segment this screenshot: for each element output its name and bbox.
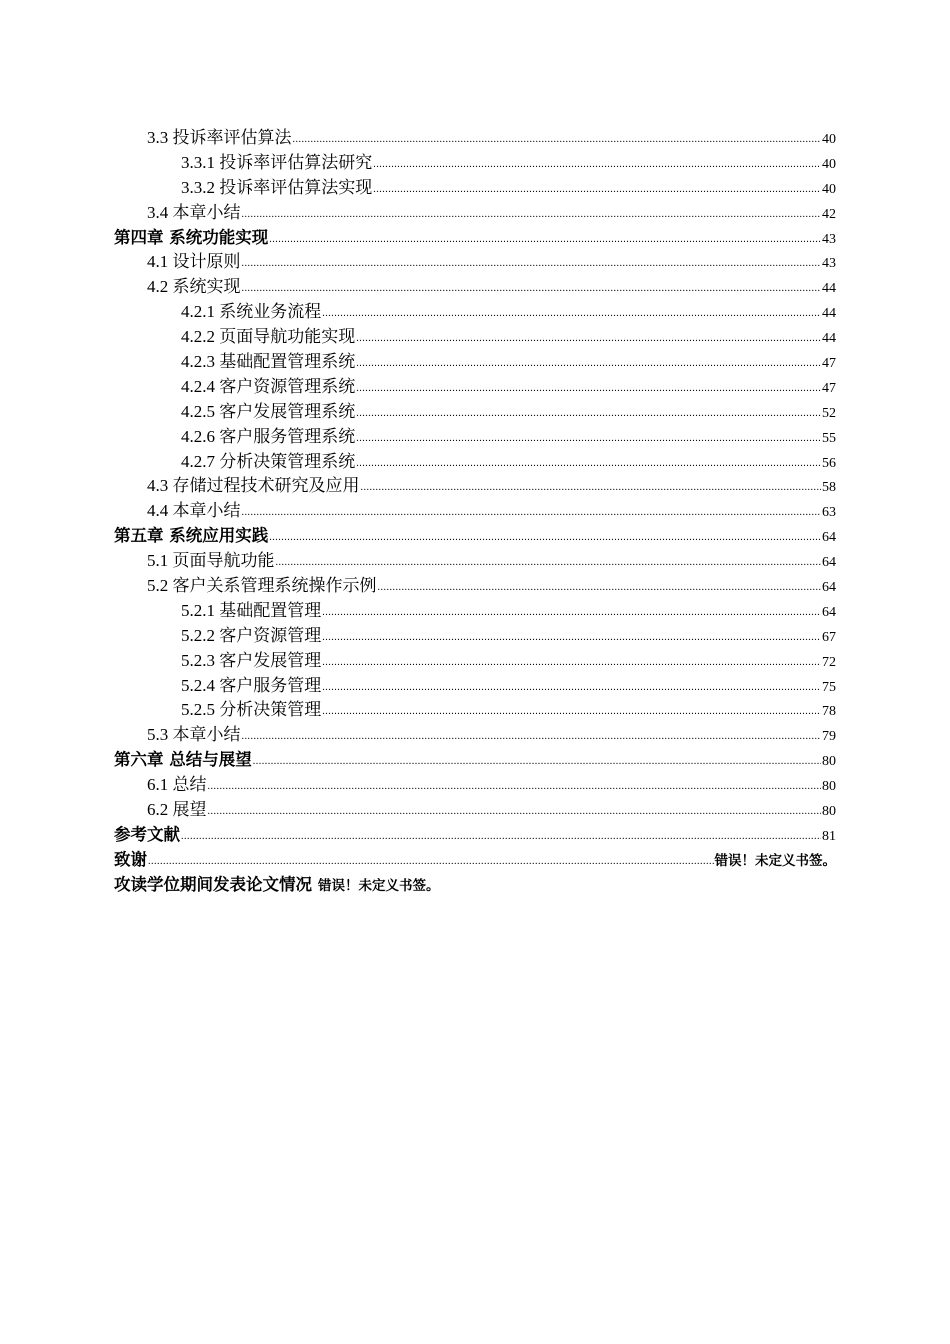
toc-entry-page-number: 80 — [822, 804, 836, 820]
dot-leader — [356, 427, 821, 452]
dot-leader — [269, 526, 821, 551]
toc-entry-page-number: 80 — [822, 754, 836, 770]
toc-entry[interactable] — [114, 599, 836, 624]
toc-entry[interactable] — [114, 151, 836, 176]
toc-entry-title: 参考文献 — [114, 824, 180, 844]
toc-entry[interactable] — [114, 524, 836, 549]
dot-leader — [322, 601, 821, 626]
toc-entry-page-number: 79 — [822, 729, 836, 745]
toc-entry-page-number: 44 — [822, 306, 836, 322]
dot-leader — [276, 551, 822, 576]
toc-entry[interactable] — [114, 325, 836, 350]
toc-entry-title: 5.3 本章小结 — [147, 725, 241, 745]
dot-leader — [208, 775, 822, 800]
toc-entry-title: 6.2 展望 — [147, 800, 207, 820]
toc-entry[interactable] — [114, 201, 836, 226]
dot-leader — [269, 228, 821, 253]
toc-entry-page-number: 67 — [822, 629, 836, 645]
dot-leader — [322, 626, 821, 651]
toc-entry-title: 5.2.5 分析决策管理 — [181, 700, 322, 720]
toc-entry[interactable] — [114, 425, 836, 450]
toc-entry[interactable] — [114, 226, 836, 251]
table-of-contents — [114, 126, 836, 898]
toc-entry[interactable] — [114, 400, 836, 425]
toc-entry-title: 3.3.1 投诉率评估算法研究 — [181, 152, 373, 172]
toc-entry-title: 5.2.1 基础配置管理 — [181, 600, 322, 620]
toc-entry-title: 4.2.5 客户发展管理系统 — [181, 401, 356, 421]
toc-entry-title: 4.2.4 客户资源管理系统 — [181, 376, 356, 396]
toc-entry[interactable] — [114, 300, 836, 325]
toc-entry-title: 攻读学位期间发表论文情况 — [114, 874, 312, 894]
toc-entry[interactable] — [114, 848, 836, 873]
dot-leader — [356, 402, 821, 427]
toc-entry[interactable] — [114, 798, 836, 823]
toc-entry-page-number: 64 — [822, 530, 836, 546]
toc-entry-page-number: 75 — [822, 679, 836, 695]
dot-leader — [148, 850, 714, 875]
dot-leader — [356, 377, 821, 402]
toc-entry-page-number: 42 — [822, 206, 836, 222]
toc-entry-title: 第四章 系统功能实现 — [114, 227, 269, 247]
dot-leader — [242, 501, 822, 526]
dot-leader — [242, 277, 822, 302]
toc-entry-page-number: 64 — [822, 604, 836, 620]
toc-entry-title: 4.2.1 系统业务流程 — [181, 302, 322, 322]
dot-leader — [361, 476, 822, 501]
dot-leader — [373, 153, 821, 178]
toc-entry-page-number: 43 — [822, 231, 836, 247]
toc-entry-page-number: 56 — [822, 455, 836, 471]
dot-leader — [242, 203, 822, 228]
toc-entry[interactable] — [114, 450, 836, 475]
toc-entry[interactable] — [114, 823, 836, 848]
toc-entry-title: 5.1 页面导航功能 — [147, 551, 275, 571]
dot-leader — [373, 178, 821, 203]
toc-entry-title: 4.4 本章小结 — [147, 501, 241, 521]
toc-entry[interactable] — [114, 873, 836, 898]
toc-entry-title: 6.1 总结 — [147, 775, 207, 795]
toc-entry[interactable] — [114, 723, 836, 748]
dot-leader — [242, 725, 822, 750]
toc-entry[interactable] — [114, 350, 836, 375]
toc-entry-error-text: 错误！未定义书签。 — [318, 877, 440, 894]
toc-entry-page-number: 78 — [822, 704, 836, 720]
toc-entry-page-number: 81 — [822, 828, 836, 844]
toc-entry-page-number: 64 — [822, 580, 836, 596]
toc-entry-title: 3.3 投诉率评估算法 — [147, 128, 292, 147]
toc-entry-page-number: 44 — [822, 331, 836, 347]
toc-entry-title: 5.2.4 客户服务管理 — [181, 675, 322, 695]
toc-entry-page-number: 43 — [822, 256, 836, 272]
toc-entry[interactable] — [114, 275, 836, 300]
toc-entry-title: 3.3.2 投诉率评估算法实现 — [181, 177, 373, 197]
dot-leader — [322, 676, 821, 701]
toc-entry-page-number: 55 — [822, 430, 836, 446]
toc-entry-error-text: 错误！未定义书签。 — [714, 852, 836, 869]
dot-leader — [322, 700, 821, 725]
toc-entry-title: 3.4 本章小结 — [147, 202, 241, 222]
toc-entry-title: 4.2.3 基础配置管理系统 — [181, 352, 356, 372]
toc-entry[interactable] — [114, 126, 836, 151]
toc-entry-page-number: 72 — [822, 654, 836, 670]
toc-entry[interactable] — [114, 674, 836, 699]
toc-entry[interactable] — [114, 574, 836, 599]
toc-entry[interactable] — [114, 499, 836, 524]
toc-entry[interactable] — [114, 176, 836, 201]
toc-entry-page-number: 63 — [822, 505, 836, 521]
toc-entry-page-number: 40 — [822, 181, 836, 197]
toc-entry-title: 5.2 客户关系管理系统操作示例 — [147, 576, 377, 596]
toc-entry-page-number: 47 — [822, 356, 836, 372]
dot-leader — [208, 800, 822, 825]
toc-entry[interactable] — [114, 474, 836, 499]
toc-entry[interactable] — [114, 748, 836, 773]
toc-entry-page-number: 64 — [822, 555, 836, 571]
toc-entry-title: 5.2.2 客户资源管理 — [181, 625, 322, 645]
toc-entry-title: 第六章 总结与展望 — [114, 750, 252, 770]
dot-leader — [356, 452, 821, 477]
toc-entry-page-number: 44 — [822, 281, 836, 297]
toc-entry[interactable] — [114, 375, 836, 400]
toc-entry-title: 4.2.7 分析决策管理系统 — [181, 451, 356, 471]
dot-leader — [181, 825, 821, 850]
dot-leader — [356, 352, 821, 377]
toc-entry-page-number: 47 — [822, 380, 836, 396]
toc-entry-page-number: 52 — [822, 405, 836, 421]
toc-entry[interactable] — [114, 649, 836, 674]
toc-entry-title: 致谢 — [114, 849, 147, 869]
toc-entry-title: 4.3 存储过程技术研究及应用 — [147, 476, 360, 496]
toc-entry-page-number: 40 — [822, 156, 836, 172]
toc-entry-title: 5.2.3 客户发展管理 — [181, 650, 322, 670]
toc-entry-title: 4.2.6 客户服务管理系统 — [181, 426, 356, 446]
toc-entry[interactable] — [114, 250, 836, 275]
dot-leader — [322, 302, 821, 327]
toc-entry[interactable] — [114, 549, 836, 574]
toc-entry[interactable] — [114, 773, 836, 798]
toc-entry-page-number: 40 — [822, 132, 836, 147]
dot-leader — [356, 327, 821, 352]
toc-entry-page-number: 58 — [822, 480, 836, 496]
toc-entry-title: 第五章 系统应用实践 — [114, 526, 269, 546]
toc-entry-title: 4.1 设计原则 — [147, 252, 241, 272]
dot-leader — [242, 252, 822, 277]
dot-leader — [322, 651, 821, 676]
dot-leader — [293, 128, 822, 153]
dot-leader — [253, 750, 821, 775]
toc-entry-title: 4.2 系统实现 — [147, 277, 241, 297]
dot-leader — [378, 576, 822, 601]
toc-entry-title: 4.2.2 页面导航功能实现 — [181, 327, 356, 347]
toc-entry[interactable] — [114, 624, 836, 649]
toc-entry[interactable] — [114, 698, 836, 723]
toc-entry-page-number: 80 — [822, 779, 836, 795]
